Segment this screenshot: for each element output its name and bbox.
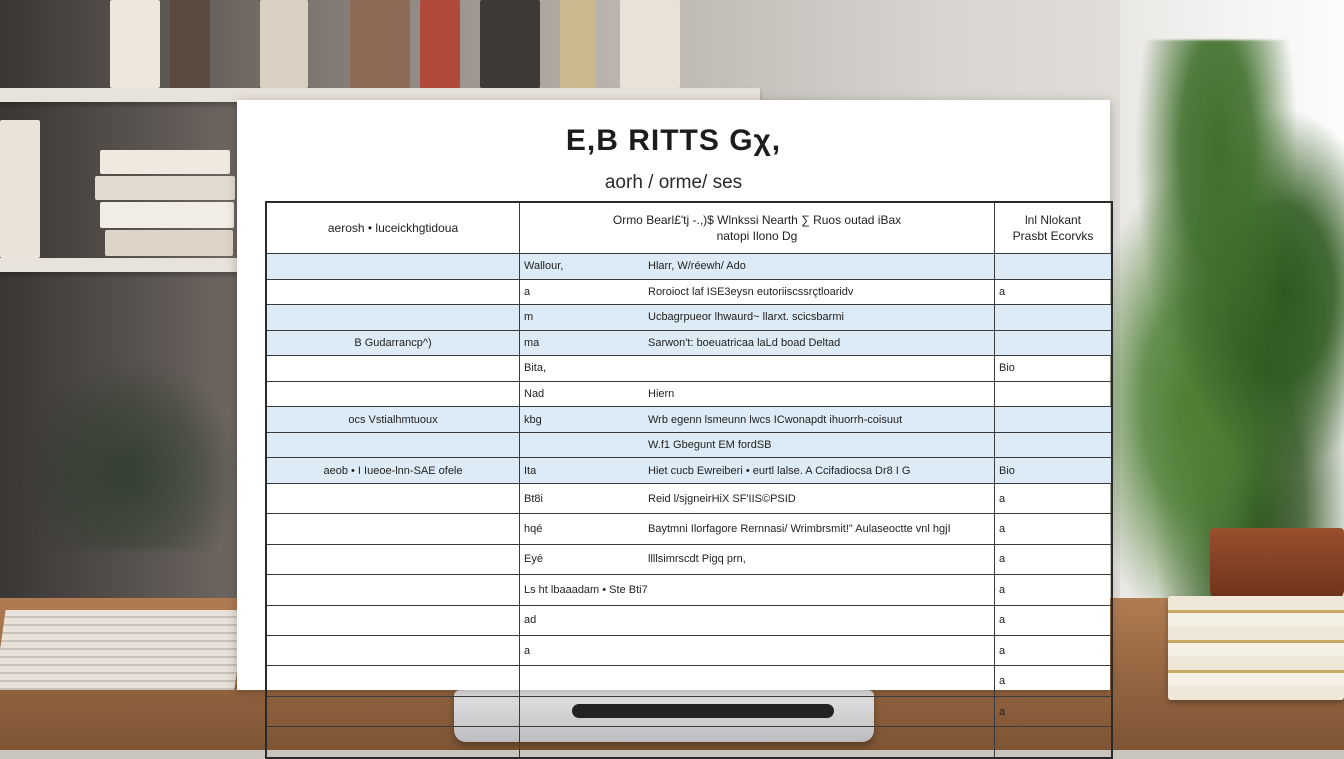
row-label-cell [266,279,520,305]
row-status-cell: a [995,575,1113,605]
document-title: E,B RITTS Gχ, [565,124,782,157]
book [170,0,210,88]
row-label-cell [266,575,520,605]
row-code: a [524,644,531,657]
row-status-cell: a [995,605,1113,635]
row-label-cell [266,483,520,513]
row-description: Sarwon't: boeuatricaa laLd boad Deltad [648,336,841,349]
row-description: Ucbagrpueor lhwaurd~ llarxt. scicsbarmi [648,311,844,324]
plant-pot [1210,528,1344,600]
table-row [266,483,1112,513]
table-row [266,279,1112,305]
table-row [266,544,1112,574]
row-description-cell [520,605,995,635]
row-description-cell [520,514,995,544]
row-label-cell [266,381,520,407]
row-description: Hlarr, W/réewh/ Ado [648,260,746,273]
header-col-1-text: aerosh • luceickhgtidoua [327,221,459,235]
row-label-cell [266,727,520,758]
document-table [265,201,1113,759]
book [420,0,460,88]
row-code: Ita [524,464,537,477]
book [100,202,234,228]
book [260,0,308,88]
row-description-cell [520,696,995,726]
row-label-cell: ocs Vstialhmtuoux [266,407,520,433]
row-description-cell [520,483,995,513]
row-label-cell: B Gudarrancp^) [266,330,520,356]
table-row [266,514,1112,544]
row-description-cell [520,727,995,758]
row-status-cell: a [995,514,1113,544]
header-col-2 [520,202,995,254]
book [0,120,40,258]
row-label-cell [266,514,520,544]
row-description: llllsimrscdt Pigq prn, [648,553,746,566]
table-row [266,381,1112,407]
table-header-row [266,202,1112,254]
row-status-cell: a [995,279,1113,305]
table-row [266,575,1112,605]
table-row [266,605,1112,635]
row-description: Hiet cucb Ewreiberi • eurtl lalse. A Ccifadiocsa Dr8 I G [648,464,911,477]
row-label-cell [266,305,520,331]
row-description-cell [520,544,995,574]
row-code: m [524,311,534,324]
row-code: kbg [524,413,542,426]
row-description: Hiern [648,388,675,400]
book [620,0,680,88]
row-status-cell: a [995,544,1113,574]
row-code: Bt8i [524,492,543,505]
row-label-cell [266,666,520,696]
row-label-cell [266,605,520,635]
row-description-cell [520,356,995,382]
row-code: Ls ht lbaaadam • Ste Bti7 [524,583,648,596]
header-col-2-line-2: natopi Ilono Dg [716,229,798,243]
row-label-cell [266,254,520,280]
book-stack-right [1168,596,1344,700]
paper-stack-left [0,610,246,690]
table-row [266,696,1112,726]
row-description-cell [520,279,995,305]
row-description: Wrb egenn lsmeunn lwcs ICwonapdt ihuorrh-coisuut [648,413,903,426]
row-description: Roroioct laf ISE3eysn eutoriiscssrçtloaridv [648,285,854,298]
row-label-cell [266,432,520,458]
header-col-3-line-2: Prasbt Ecorvks [1012,229,1094,243]
blurred-plant-left [20,360,240,550]
row-code: ma [524,336,540,349]
document-sheet [237,100,1110,718]
row-description-cell [520,458,995,484]
header-col-3-line-1: lnl Nlokant [1024,213,1082,227]
row-description: Reid l/sjgneirHiX SF'IIS©PSID [648,492,796,505]
book [100,150,230,174]
table-body [266,254,1112,759]
row-label-cell [266,696,520,726]
table-row [266,727,1112,758]
table-row [266,636,1112,666]
book [95,176,235,200]
row-code: Nad [524,388,545,400]
table-row [266,356,1112,382]
row-description-cell [520,636,995,666]
book [350,0,410,88]
document-subtitle: aorh / orme/ ses [604,172,743,193]
row-description-cell [520,305,995,331]
header-col-3 [995,202,1113,254]
book [110,0,160,88]
row-code: hqé [524,523,543,536]
row-description-cell [520,330,995,356]
header-col-1 [266,202,520,254]
row-description-cell [520,432,995,458]
row-code: Bita, [524,362,547,375]
row-code: ad [524,614,537,627]
row-description-cell [520,254,995,280]
table-row [266,458,1112,484]
row-label-cell: aeob • I Iueoe-lnn-SAE ofele [266,458,520,484]
row-description: Baytmni Ilorfagore Rernnasi/ Wrimbrsmit!" Aulaseoctte vnl hgjI [648,523,951,536]
row-label-cell [266,544,520,574]
row-description-cell [520,407,995,433]
row-status-cell [995,432,1113,458]
row-label-cell [266,636,520,666]
row-status-cell [995,727,1113,758]
table-row [266,666,1112,696]
row-status-cell [995,381,1113,407]
book [560,0,596,88]
row-status-cell: Bio [995,458,1113,484]
row-code: Eyé [524,553,543,566]
table-row [266,305,1112,331]
row-status-cell: Bio [995,356,1113,382]
row-description-cell [520,666,995,696]
row-description: W.f1 Gbegunt EM fordSB [648,439,772,452]
plant-right [1100,40,1344,600]
bookshelf-middle [0,258,240,272]
book [105,230,233,256]
row-description-cell [520,575,995,605]
row-code: a [524,285,531,298]
row-label-cell [266,356,520,382]
row-status-cell [995,254,1113,280]
table-row [266,330,1112,356]
header-col-2-line-1: Ormo Bearl£'tj -.,)$ Wlnkssi Nearth ∑ Ruos outad iBax [612,213,902,227]
table-row [266,254,1112,280]
book [480,0,540,88]
row-status-cell: a [995,636,1113,666]
row-status-cell [995,305,1113,331]
row-code: Wallour, [524,260,564,273]
row-description-cell [520,381,995,407]
row-status-cell [995,407,1113,433]
row-status-cell: a [995,696,1113,726]
table-row [266,432,1112,458]
row-status-cell: a [995,666,1113,696]
row-status-cell [995,330,1113,356]
row-status-cell: a [995,483,1113,513]
table-row [266,407,1112,433]
